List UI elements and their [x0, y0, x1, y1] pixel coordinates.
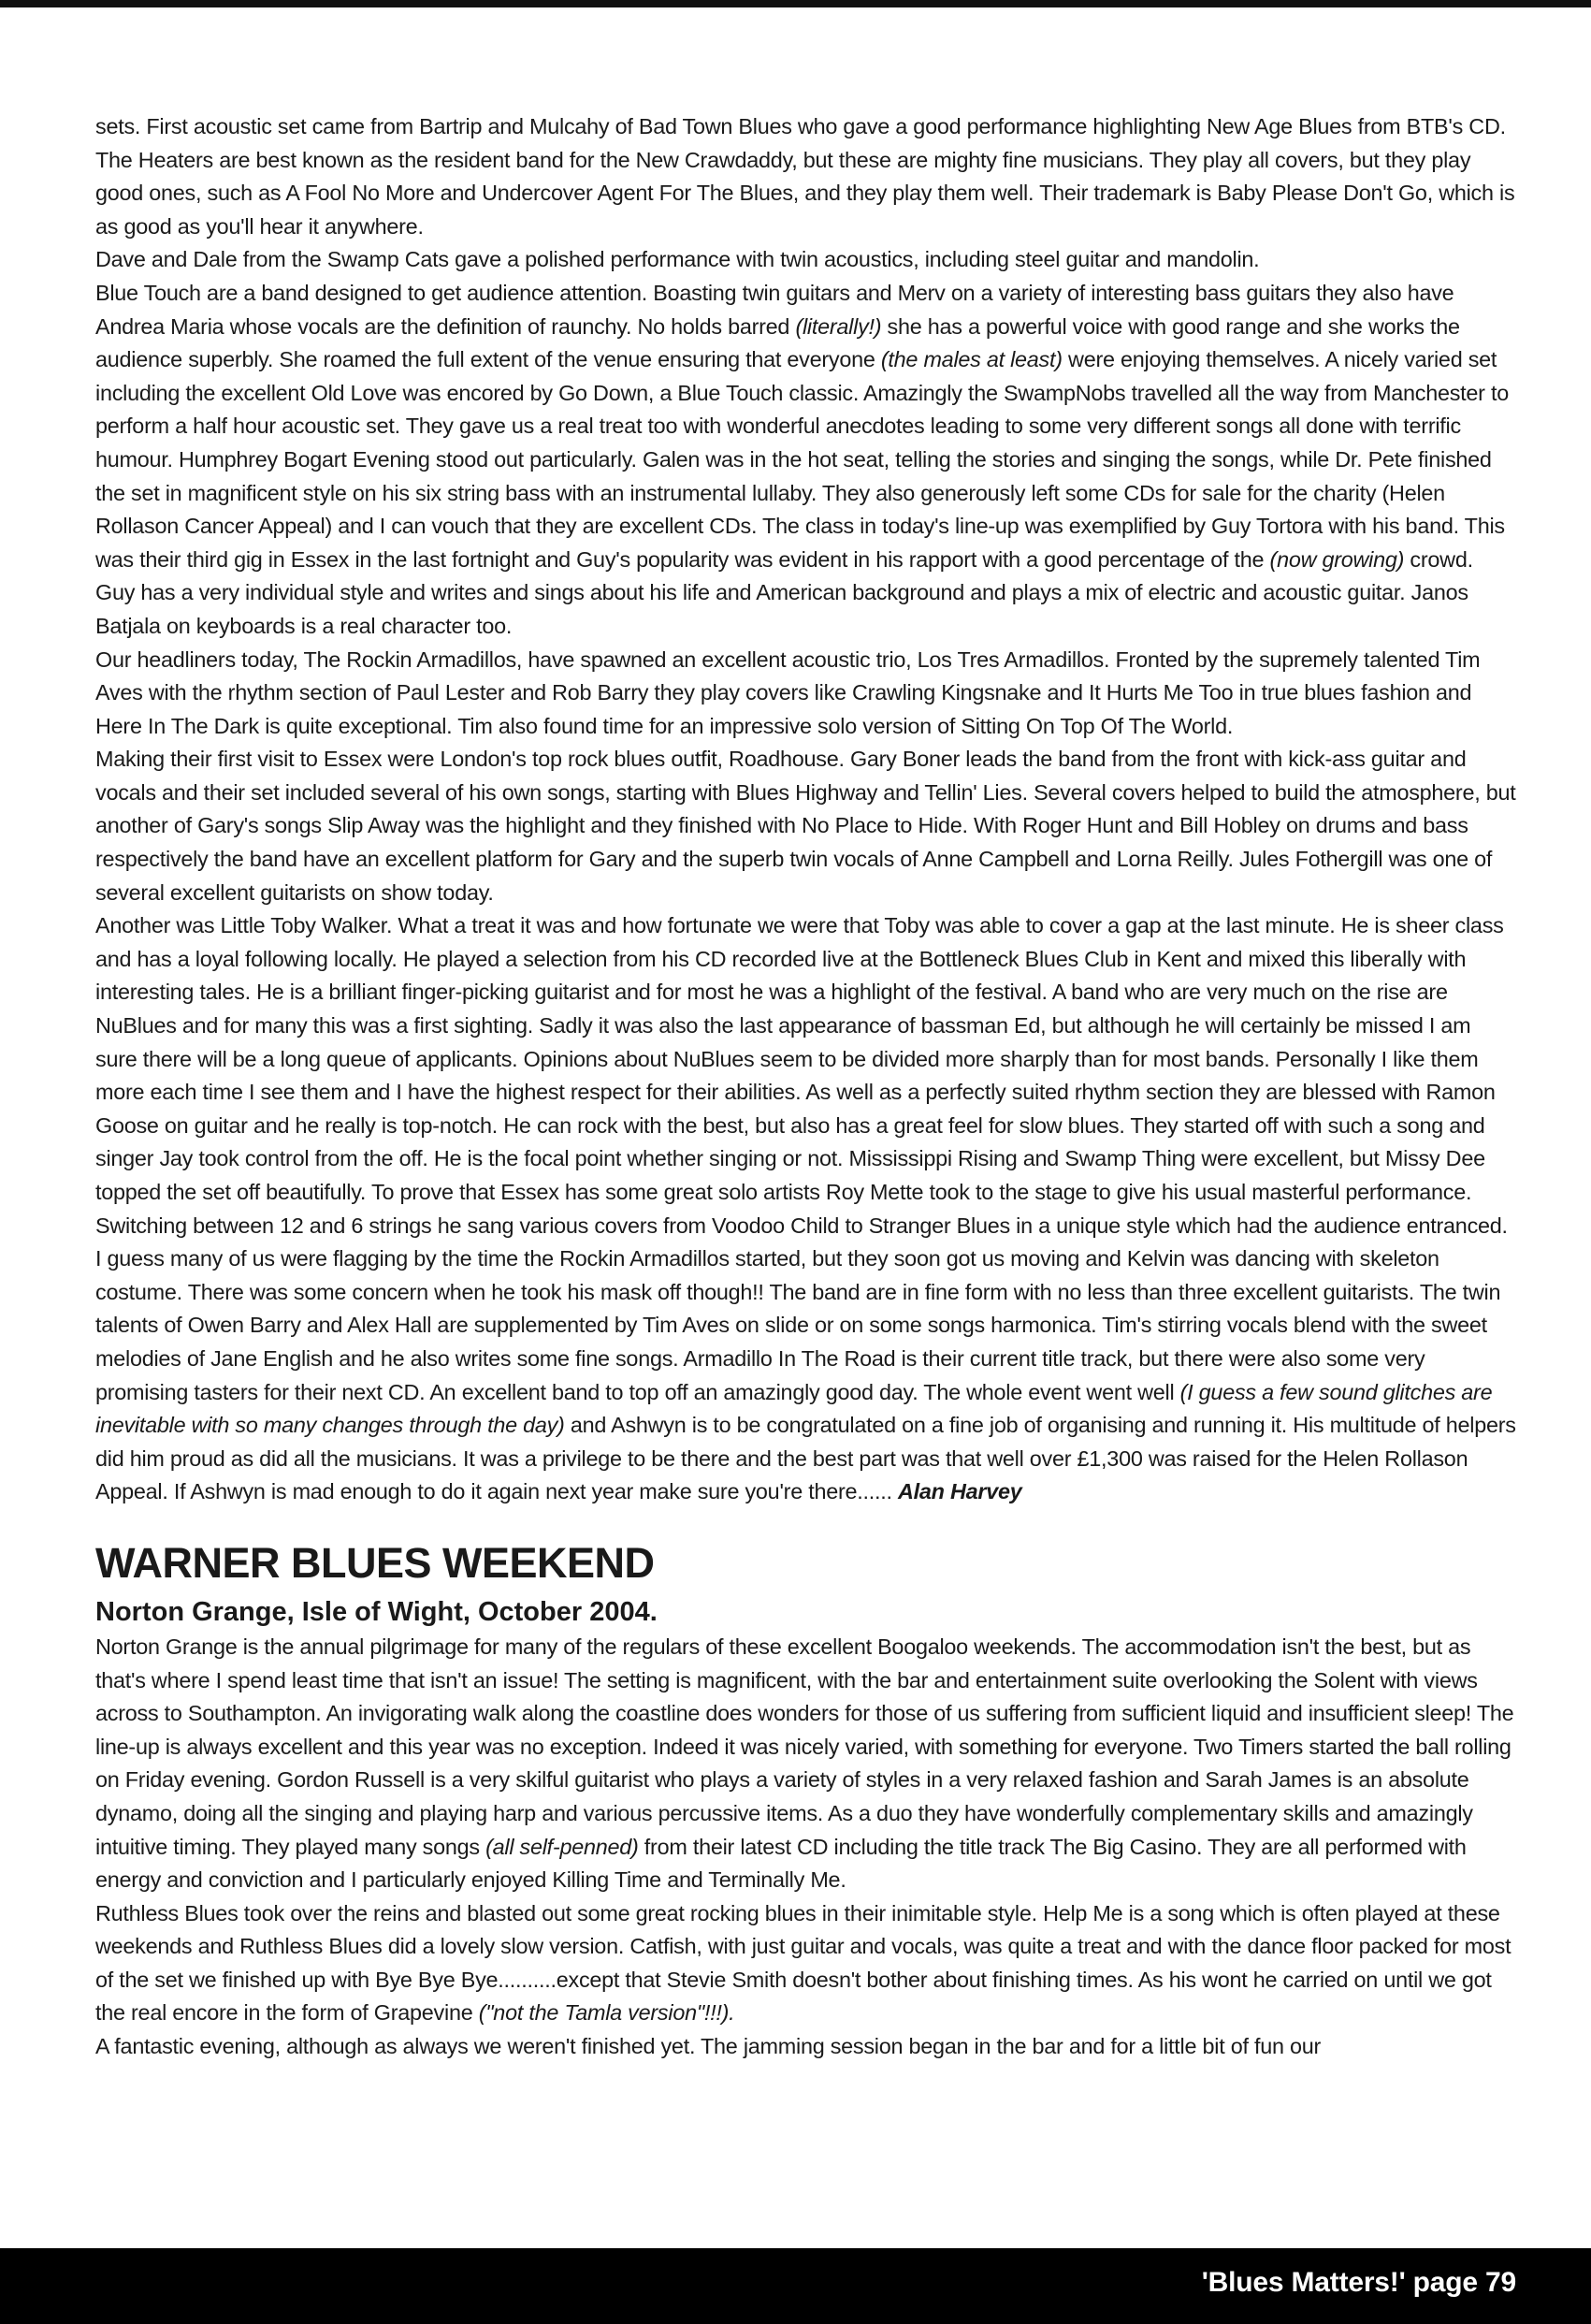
paragraph-text: Norton Grange is the annual pilgrimage for many of the regulars of these excellent Boogaloo weekends. The accommodation isn't the best, but as that's where I spend least time that isn't an issue! The setting is magnificent, with the bar and entertainment suite overlooking the Solent with views across to Southampton. An invigorating walk along the coastline does wonders for those of us suffering from sufficient liquid and insufficient sleep! The line-up is always excellent and this year was no exception. Indeed it was nicely varied, with something for everyone. Two Timers started the ball rolling on Friday evening. Gordon Russell is a very skilful guitarist who plays a variety of styles in a very relaxed fashion and Sarah James is an absolute dynamo, doing all the singing and playing harp and various percussive items. As a duo they have wonderfully complementary skills and amazingly intuitive timing. They played many songs	[95, 1634, 1514, 1859]
paragraph-text: Blue Touch are a band designed to get audience attention. Boasting twin guitars and Merv on a variety of interesting bass guitars they also have Andrea Maria whose vocals are the definition of raunchy. No holds barred	[95, 280, 1454, 339]
page-number: page 79	[1412, 2267, 1516, 2298]
body-paragraph	[95, 277, 1517, 644]
paragraph-text: A fantastic evening, although as always we weren't finished yet. The jamming session began in the bar and for a little bit of fun our	[95, 2034, 1322, 2059]
italic-aside: (I guess a few sound glitches are inevitable with so many changes through the day)	[95, 1379, 1493, 1438]
paragraph-text: crowd. Guy has a very individual style and writes and sings about his life and American background and plays a mix of electric and acoustic guitar. Janos Batjala on keyboards is a real character too.	[95, 546, 1473, 638]
footer-page-label	[1202, 2267, 1516, 2299]
italic-aside: ("not the Tamla version"!!!).	[478, 2000, 735, 2026]
italic-aside: (the males at least)	[880, 347, 1063, 372]
body-paragraph	[95, 1897, 1517, 2030]
paragraph-text: and Ashwyn is to be congratulated on a fine job of organising and running it. His multitude of helpers did him proud as did all the musicians. It was a privilege to be there and the best part was that well over £1,300 was raised for the Helen Rollason Appeal. If Ashwyn is mad enough to do it again next year make sure you're there......	[95, 1413, 1516, 1504]
body-paragraph	[95, 1631, 1517, 1897]
paragraph-text: Our headliners today, The Rockin Armadillos, have spawned an excellent acoustic trio, Los Tres Armadillos. Fronted by the supremely talented Tim Aves with the rhythm section of Paul Lester and Rob Barry they play covers like Crawling Kingsnake and It Hurts Me Too in true blues fashion and Here In The Dark is quite exceptional. Tim also found time for an impressive solo version of Sitting On Top Of The World.	[95, 646, 1481, 738]
italic-aside: (all self-penned)	[485, 1834, 639, 1859]
paragraph-text: Making their first visit to Essex were London's top rock blues outfit, Roadhouse. Gary Boner leads the band from the front with kick-ass guitar and vocals and their set included several of his own songs, starting with Blues Highway and Tellin' Lies. Several covers helped to build the atmosphere, but another of Gary's songs Slip Away was the highlight and they finished with No Place to Hide. With Roger Hunt and Bill Hobley on drums and bass respectively the band have an excellent platform for Gary and the superb twin vocals of Anne Campbell and Lorna Reilly. Jules Fothergill was one of several excellent guitarists on show today.	[95, 747, 1516, 905]
article-review-continued	[95, 110, 1517, 1509]
page-footer	[0, 2248, 1591, 2324]
article-headline: WARNER BLUES WEEKEND	[95, 1538, 655, 1587]
paragraph-text: she has a powerful voice with good range and she works the audience superbly. She roamed the full extent of the venue ensuring that everyone	[95, 313, 1460, 372]
article-subheading: Norton Grange, Isle of Wight, October 2004.	[95, 1596, 658, 1627]
paragraph-text: Another was Little Toby Walker. What a treat it was and how fortunate we were that Toby was able to cover a gap at the last minute. He is sheer class and has a loyal following locally. He played a selection from his CD recorded live at the Bottleneck Blues Club in Kent and mixed this liberally with interesting tales. He is a brilliant finger-picking guitarist and for most he was a highlight of the festival. A band who are very much on the rise are NuBlues and for many this was a first sighting. Sadly it was also the last appearance of bassman Ed, but although he will certainly be missed I am sure there will be a long queue of applicants. Opinions about NuBlues seem to be divided more sharply than for most bands. Personally I like them more each time I see them and I have the highest respect for their abilities. As well as a perfectly suited rhythm section they are blessed with Ramon Goose on guitar and he really is top-notch. He can rock with the best, but also has a great feel for slow blues. They started off with such a song and singer Jay took control from the off. He is the focal point whether singing or not. Mississippi Rising and Swamp Thing were excellent, but Missy Dee topped the set off beautifully. To prove that Essex has some great solo artists Roy Mette took to the stage to give his usual masterful performance. Switching between 12 and 6 strings he sang various covers from Voodoo Child to Stranger Blues in a unique style which had the audience entranced.	[95, 913, 1508, 1238]
paragraph-text: Dave and Dale from the Swamp Cats gave a polished performance with twin acoustics, including steel guitar and mandolin.	[95, 247, 1260, 272]
article-body	[95, 110, 1517, 2064]
paragraph-text: from their latest CD including the title track The Big Casino. They are all performed with energy and conviction and I particularly enjoyed Killing Time and Terminally Me.	[95, 1834, 1467, 1893]
article-warner-blues-weekend	[95, 1631, 1517, 2064]
body-paragraph	[95, 243, 1517, 277]
top-rule	[0, 0, 1591, 7]
publication-name: 'Blues Matters!'	[1201, 2267, 1406, 2298]
body-paragraph	[95, 1242, 1517, 1509]
italic-aside: (literally!)	[795, 313, 882, 339]
body-paragraph	[95, 909, 1517, 1242]
body-paragraph	[95, 2030, 1517, 2064]
italic-aside: (now growing)	[1269, 546, 1405, 572]
body-paragraph	[95, 644, 1517, 744]
body-paragraph	[95, 110, 1517, 243]
paragraph-text: I guess many of us were flagging by the time the Rockin Armadillos started, but they soon got us moving and Kelvin was dancing with skeleton costume. There was some concern when he took his mask off though!! The band are in fine form with no less than three excellent guitarists. The twin talents of Owen Barry and Alex Hall are supplemented by Tim Aves on slide or on some songs harmonica. Tim's stirring vocals blend with the sweet melodies of Jane English and he also writes some fine songs. Armadillo In The Road is their current title track, but there were also some very promising tasters for their next CD. An excellent band to top off an amazingly good day. The whole event went well	[95, 1246, 1501, 1404]
author-signature: Alan Harvey	[898, 1479, 1022, 1504]
body-paragraph	[95, 743, 1517, 909]
paragraph-text: Ruthless Blues took over the reins and blasted out some great rocking blues in their inimitable style. Help Me is a song which is often played at these weekends and Ruthless Blues did a lovely slow version. Catfish, with just guitar and vocals, was quite a treat and with the dance floor packed for most of the set we finished up with Bye Bye Bye..........except that Stevie Smith doesn't bother about finishing times. As his wont he carried on until we got the real encore in the form of Grapevine	[95, 1900, 1511, 2026]
paragraph-text: were enjoying themselves. A nicely varied set including the excellent Old Love was encored by Go Down, a Blue Touch classic. Amazingly the SwampNobs travelled all the way from Manchester to perform a half hour acoustic set. They gave us a real treat too with wonderful anecdotes leading to some very different songs all done with terrific humour. Humphrey Bogart Evening stood out particularly. Galen was in the hot seat, telling the stories and singing the songs, while Dr. Pete finished the set in magnificent style on his six string bass with an instrumental lullaby. They also generously left some CDs for sale for the charity (Helen Rollason Cancer Appeal) and I can vouch that they are excellent CDs. The class in today's line-up was exemplified by Guy Tortora with his band. This was their third gig in Essex in the last fortnight and Guy's popularity was evident in his rapport with a good percentage of the	[95, 347, 1509, 572]
paragraph-text: sets. First acoustic set came from Bartrip and Mulcahy of Bad Town Blues who gave a good performance highlighting New Age Blues from BTB's CD. The Heaters are best known as the resident band for the New Crawdaddy, but these are mighty fine musicians. They play all covers, but they play good ones, such as A Fool No More and Undercover Agent For The Blues, and they play them well. Their trademark is Baby Please Don't Go, which is as good as you'll hear it anywhere.	[95, 114, 1515, 239]
